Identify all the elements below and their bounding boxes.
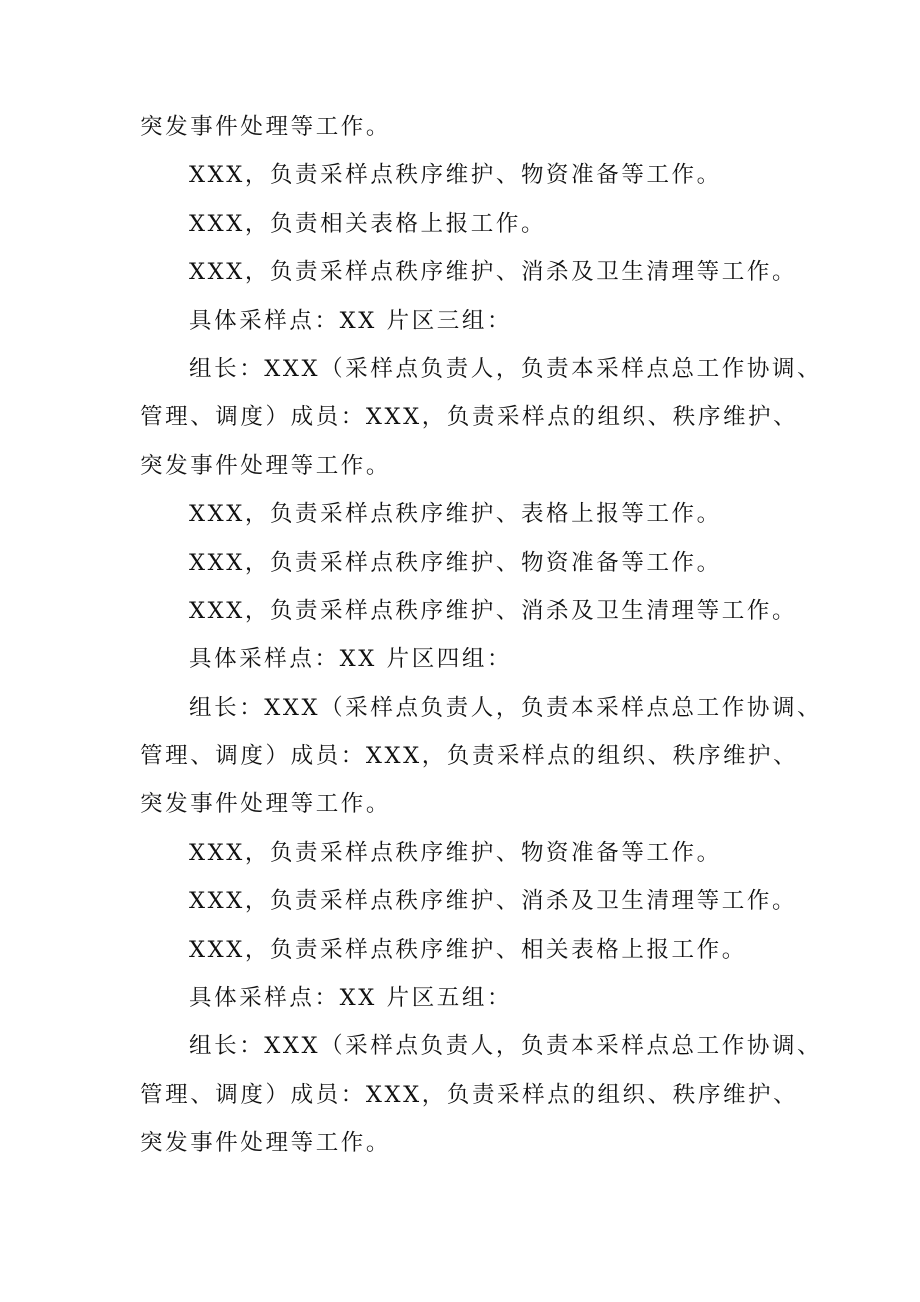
text-line-20: 组长：XXX（采样点负责人，负责本采样点总工作协调、 [189,1033,823,1060]
text-line-2: XXX，负责采样点秩序维护、物资准备等工作。 [189,162,722,189]
text-line-11: XXX，负责采样点秩序维护、消杀及卫生清理等工作。 [189,597,798,624]
section-heading-group-5: 具体采样点：XX 片区五组： [189,985,513,1012]
text-line-6: 组长：XXX（采样点负责人，负责本采样点总工作协调、 [189,355,823,382]
text-line-22: 突发事件处理等工作。 [140,1130,392,1157]
text-line-18: XXX，负责采样点秩序维护、相关表格上报工作。 [189,936,747,963]
text-line-10: XXX，负责采样点秩序维护、物资准备等工作。 [189,549,722,576]
section-heading-group-4: 具体采样点：XX 片区四组： [189,646,513,673]
text-line-13: 组长：XXX（采样点负责人，负责本采样点总工作协调、 [189,694,823,721]
text-line-4: XXX，负责采样点秩序维护、消杀及卫生清理等工作。 [189,259,798,286]
section-heading-group-3: 具体采样点：XX 片区三组： [189,307,513,334]
text-line-7: 管理、调度）成员：XXX，负责采样点的组织、秩序维护、 [140,404,799,431]
text-line-17: XXX，负责采样点秩序维护、消杀及卫生清理等工作。 [189,888,798,915]
text-line-21: 管理、调度）成员：XXX，负责采样点的组织、秩序维护、 [140,1081,799,1108]
text-line-15: 突发事件处理等工作。 [140,791,392,818]
text-line-16: XXX，负责采样点秩序维护、物资准备等工作。 [189,839,722,866]
document-body [140,103,823,1168]
text-line-3: XXX，负责相关表格上报工作。 [189,210,547,237]
text-line-1: 突发事件处理等工作。 [140,114,392,140]
text-line-14: 管理、调度）成员：XXX，负责采样点的组织、秩序维护、 [140,743,799,770]
text-line-8: 突发事件处理等工作。 [140,452,392,479]
text-line-9: XXX，负责采样点秩序维护、表格上报等工作。 [189,501,722,528]
